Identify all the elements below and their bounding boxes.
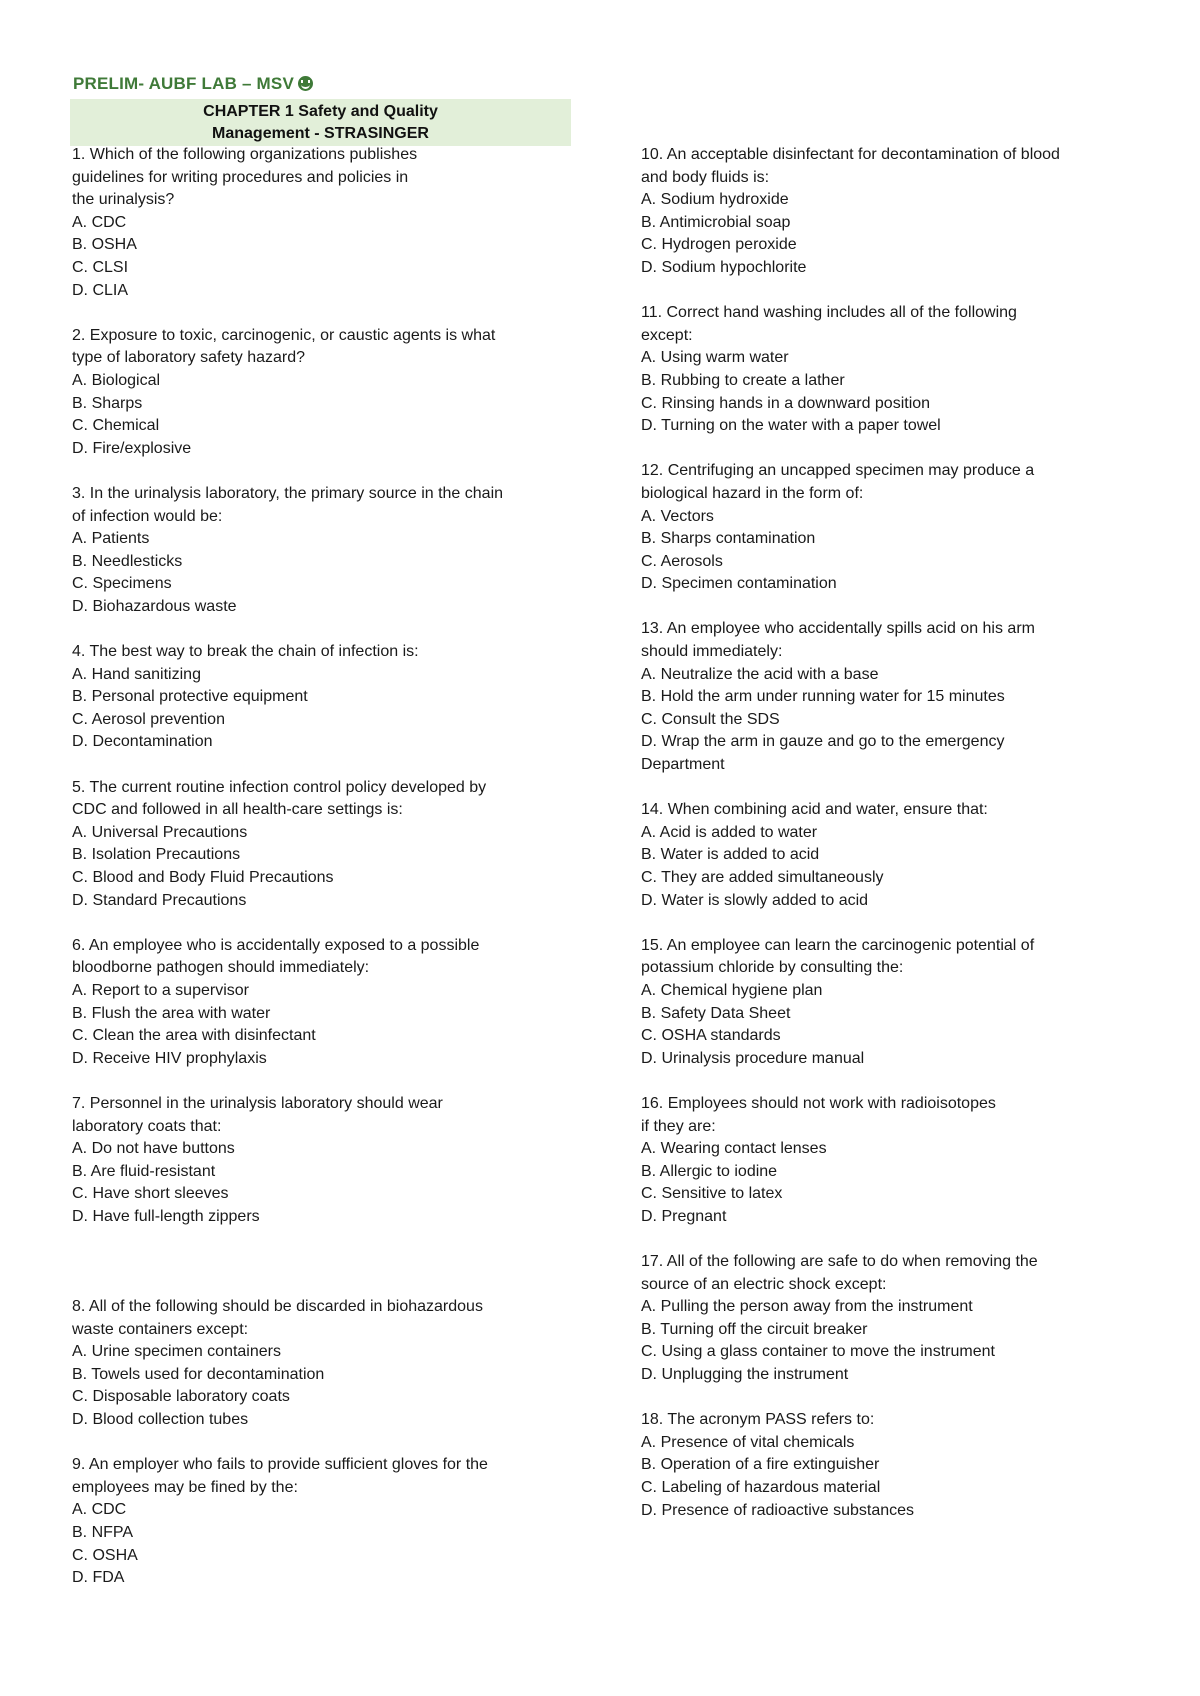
answer-option: C. They are added simultaneously bbox=[641, 869, 884, 886]
answer-option: B. Safety Data Sheet bbox=[641, 1004, 791, 1022]
answer-option: A. Presence of vital chemicals bbox=[641, 1433, 855, 1451]
answer-option: D. Decontamination bbox=[72, 733, 213, 751]
answer-option: C. Rinsing hands in a downward position bbox=[641, 394, 931, 412]
question-item bbox=[641, 1409, 1141, 1522]
answer-option: B. Personal protective equipment bbox=[72, 688, 308, 706]
answer-option: A. Sodium hydroxide bbox=[641, 191, 789, 209]
answer-option: D. Pregnant bbox=[641, 1207, 727, 1225]
answer-option: A. CDC bbox=[72, 1501, 127, 1519]
question-text: 3. In the urinalysis laboratory, the primary source in the chain bbox=[72, 484, 504, 502]
question-item bbox=[641, 1093, 1141, 1229]
question-item bbox=[72, 641, 572, 754]
answer-option: C. Clean the area with disinfectant bbox=[72, 1027, 316, 1045]
answer-option: A. Biological bbox=[72, 371, 161, 389]
question-text: 7. Personnel in the urinalysis laboratory should wear bbox=[72, 1094, 443, 1112]
answer-option: B. Antimicrobial soap bbox=[641, 213, 791, 231]
answer-option: A. Acid is added to water bbox=[641, 823, 818, 841]
answer-option: D. Sodium hypochlorite bbox=[641, 258, 807, 276]
answer-option: D. Biohazardous waste bbox=[72, 597, 237, 615]
answer-option: D. Have full-length zippers bbox=[72, 1207, 260, 1225]
answer-option: A. Report to a supervisor bbox=[72, 981, 249, 999]
question-text: source of an electric shock except: bbox=[641, 1275, 887, 1293]
question-text: waste containers except: bbox=[72, 1320, 249, 1338]
answer-option: D. CLIA bbox=[72, 281, 129, 299]
answer-option: B. Flush the area with water bbox=[72, 1004, 271, 1022]
answer-option: D. FDA bbox=[72, 1569, 125, 1587]
question-item bbox=[641, 460, 1141, 596]
right-column bbox=[641, 144, 1141, 1545]
question-text: laboratory coats that: bbox=[72, 1117, 222, 1135]
question-text: except: bbox=[641, 326, 693, 344]
question-item bbox=[641, 799, 1141, 912]
question-text: 12. Centrifuging an uncapped specimen may produce a bbox=[641, 462, 1035, 480]
answer-option: A. Neutralize the acid with a base bbox=[641, 665, 879, 683]
answer-option: B. Turning off the circuit breaker bbox=[641, 1320, 868, 1338]
question-item bbox=[72, 777, 572, 913]
document-title: PRELIM- AUBF LAB – MSV bbox=[73, 74, 313, 94]
answer-option: C. Chemical bbox=[72, 417, 160, 435]
question-item bbox=[72, 144, 572, 302]
question-item bbox=[72, 1454, 572, 1590]
answer-option: B. Sharps contamination bbox=[641, 530, 816, 548]
answer-option: B. Operation of a fire extinguisher bbox=[641, 1456, 880, 1474]
answer-option: C. Hydrogen peroxide bbox=[641, 236, 797, 254]
chapter-heading bbox=[70, 99, 571, 146]
answer-option: B. Allergic to iodine bbox=[641, 1162, 778, 1180]
question-text: 16. Employees should not work with radioisotopes bbox=[641, 1094, 996, 1112]
answer-option: B. OSHA bbox=[72, 236, 137, 254]
question-text: 11. Correct hand washing includes all of the following bbox=[641, 304, 1017, 322]
answer-option: B. NFPA bbox=[72, 1524, 134, 1542]
question-item bbox=[641, 618, 1141, 776]
answer-option: C. OSHA bbox=[72, 1546, 138, 1564]
question-text: 4. The best way to break the chain of infection is: bbox=[72, 643, 419, 661]
question-text: 1. Which of the following organizations publishes bbox=[72, 146, 418, 163]
question-text: employees may be fined by the: bbox=[72, 1478, 298, 1496]
answer-option: D. Water is slowly added to acid bbox=[641, 891, 869, 909]
answer-option: B. Needlesticks bbox=[72, 552, 183, 570]
question-text: biological hazard in the form of: bbox=[641, 484, 864, 502]
answer-option: C. Disposable laboratory coats bbox=[72, 1388, 290, 1406]
question-item bbox=[72, 325, 572, 461]
question-item bbox=[641, 144, 1141, 280]
question-text: and body fluids is: bbox=[641, 168, 770, 186]
question-text: type of laboratory safety hazard? bbox=[72, 349, 306, 367]
question-text: 2. Exposure to toxic, carcinogenic, or caustic agents is what bbox=[72, 326, 496, 344]
chapter-line-1: CHAPTER 1 Safety and Quality bbox=[203, 103, 438, 120]
answer-option: C. Labeling of hazardous material bbox=[641, 1479, 881, 1497]
answer-option: C. Specimens bbox=[72, 575, 172, 593]
answer-option: D. Blood collection tubes bbox=[72, 1411, 249, 1429]
question-text: potassium chloride by consulting the: bbox=[641, 959, 904, 977]
question-item bbox=[72, 935, 572, 1071]
answer-option: B. Rubbing to create a lather bbox=[641, 371, 845, 389]
answer-option: A. Do not have buttons bbox=[72, 1140, 235, 1158]
question-text: the urinalysis? bbox=[72, 191, 175, 209]
answer-option: B. Sharps bbox=[72, 394, 143, 412]
question-item bbox=[641, 302, 1141, 438]
answer-option: A. Pulling the person away from the instrument bbox=[641, 1298, 973, 1316]
answer-option: D. Turning on the water with a paper towel bbox=[641, 417, 941, 435]
answer-option: D. Wrap the arm in gauze and go to the emergency bbox=[641, 733, 1005, 751]
question-text: 17. All of the following are safe to do when removing the bbox=[641, 1253, 1038, 1271]
answer-option: C. Sensitive to latex bbox=[641, 1185, 783, 1203]
question-text: should immediately: bbox=[641, 643, 783, 661]
answer-option: B. Isolation Precautions bbox=[72, 846, 241, 864]
answer-option: A. Urine specimen containers bbox=[72, 1343, 281, 1361]
question-text: of infection would be: bbox=[72, 507, 223, 525]
answer-option: D. Urinalysis procedure manual bbox=[641, 1049, 865, 1067]
question-text: 9. An employer who fails to provide sufficient gloves for the bbox=[72, 1456, 488, 1474]
answer-option: A. Vectors bbox=[641, 507, 714, 525]
answer-option: B. Water is added to acid bbox=[641, 846, 820, 864]
answer-option: A. CDC bbox=[72, 213, 127, 231]
answer-option: C. Have short sleeves bbox=[72, 1185, 229, 1203]
left-column bbox=[72, 144, 572, 1612]
question-item bbox=[641, 935, 1141, 1071]
page-gap bbox=[72, 1251, 572, 1296]
question-text: bloodborne pathogen should immediately: bbox=[72, 959, 370, 977]
answer-option: A. Wearing contact lenses bbox=[641, 1140, 827, 1158]
answer-option: D. Fire/explosive bbox=[72, 439, 192, 457]
answer-option: D. Presence of radioactive substances bbox=[641, 1501, 915, 1519]
answer-option: B. Are fluid-resistant bbox=[72, 1162, 216, 1180]
answer-option: C. CLSI bbox=[72, 258, 129, 276]
answer-option: D. Receive HIV prophylaxis bbox=[72, 1049, 267, 1067]
answer-option: Department bbox=[641, 756, 725, 774]
answer-option: D. Standard Precautions bbox=[72, 891, 247, 909]
question-text: 10. An acceptable disinfectant for decontamination of blood bbox=[641, 146, 1060, 163]
answer-option: D. Specimen contamination bbox=[641, 575, 837, 593]
answer-option: A. Universal Precautions bbox=[72, 823, 248, 841]
answer-option: A. Patients bbox=[72, 530, 150, 548]
answer-option: A. Using warm water bbox=[641, 349, 789, 367]
question-text: 14. When combining acid and water, ensure that: bbox=[641, 801, 988, 819]
answer-option: C. Aerosols bbox=[641, 552, 723, 570]
question-item bbox=[641, 1251, 1141, 1387]
answer-option: C. OSHA standards bbox=[641, 1027, 781, 1045]
question-item bbox=[72, 483, 572, 619]
question-text: 5. The current routine infection control policy developed by bbox=[72, 778, 487, 796]
answer-option: C. Aerosol prevention bbox=[72, 710, 225, 728]
answer-option: C. Using a glass container to move the instrument bbox=[641, 1343, 995, 1361]
answer-option: A. Chemical hygiene plan bbox=[641, 981, 823, 999]
question-text: 13. An employee who accidentally spills acid on his arm bbox=[641, 620, 1035, 638]
question-text: 6. An employee who is accidentally exposed to a possible bbox=[72, 936, 480, 954]
question-text: 18. The acronym PASS refers to: bbox=[641, 1411, 875, 1429]
answer-option: B. Towels used for decontamination bbox=[72, 1365, 325, 1383]
question-text: 15. An employee can learn the carcinogenic potential of bbox=[641, 936, 1035, 954]
chapter-line-2: Management - STRASINGER bbox=[212, 125, 429, 142]
question-text: CDC and followed in all health-care settings is: bbox=[72, 801, 403, 819]
question-item bbox=[72, 1296, 572, 1432]
answer-option: C. Blood and Body Fluid Precautions bbox=[72, 869, 334, 886]
question-text: if they are: bbox=[641, 1117, 716, 1135]
smiley-icon bbox=[298, 76, 313, 91]
question-item bbox=[72, 1093, 572, 1229]
question-text: 8. All of the following should be discarded in biohazardous bbox=[72, 1298, 483, 1316]
answer-option: D. Unplugging the instrument bbox=[641, 1366, 849, 1384]
question-text: guidelines for writing procedures and policies in bbox=[72, 168, 409, 186]
answer-option: A. Hand sanitizing bbox=[72, 665, 201, 683]
answer-option: B. Hold the arm under running water for 15 minutes bbox=[641, 688, 1005, 706]
answer-option: C. Consult the SDS bbox=[641, 710, 780, 728]
